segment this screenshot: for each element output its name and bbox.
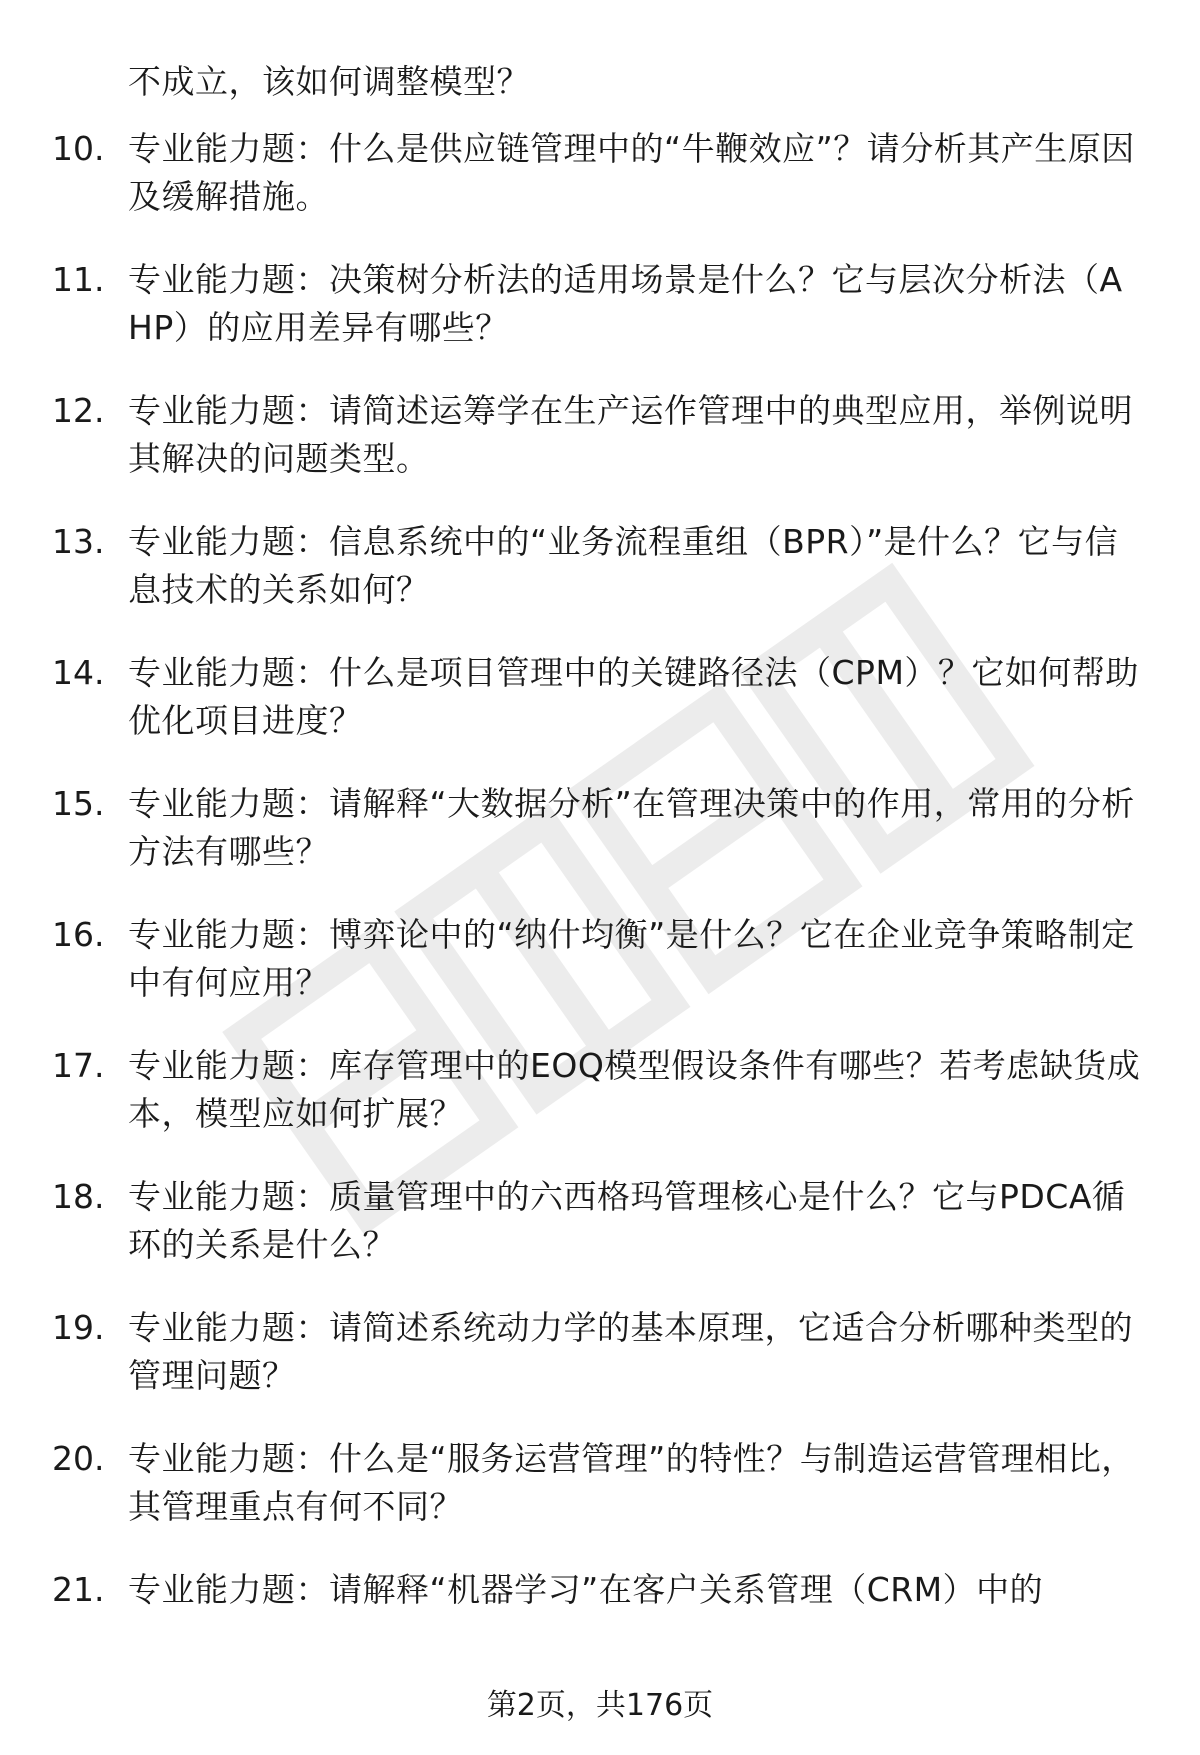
question-text: 专业能力题：请简述运筹学在生产运作管理中的典型应用，举例说明其解决的问题类型。 xyxy=(128,391,1133,478)
question-number: 12. xyxy=(52,391,105,430)
question-text: 专业能力题：请解释“机器学习”在客户关系管理（CRM）中的 xyxy=(128,1570,1044,1609)
question-number: 18. xyxy=(52,1177,105,1216)
question-number: 19. xyxy=(52,1308,105,1347)
question-number: 13. xyxy=(52,522,105,561)
list-item xyxy=(0,256,1200,387)
list-item xyxy=(0,387,1200,518)
question-text: 专业能力题：质量管理中的六西格玛管理核心是什么？它与PDCA循环的关系是什么？ xyxy=(128,1177,1126,1264)
list-item xyxy=(0,1435,1200,1566)
question-text: 专业能力题：博弈论中的“纳什均衡”是什么？它在企业竞争策略制定中有何应用？ xyxy=(128,915,1135,1002)
question-text: 专业能力题：决策树分析法的适用场景是什么？它与层次分析法（AHP）的应用差异有哪些？ xyxy=(128,260,1123,347)
continuation-text: 不成立，该如何调整模型？ xyxy=(128,62,530,101)
list-item xyxy=(0,780,1200,911)
question-text: 专业能力题：什么是“服务运营管理”的特性？与制造运营管理相比，其管理重点有何不同？ xyxy=(128,1439,1135,1526)
list-item xyxy=(0,1042,1200,1173)
list-item xyxy=(0,911,1200,1042)
list-item xyxy=(0,1304,1200,1435)
list-item xyxy=(0,125,1200,256)
question-list xyxy=(0,125,1200,1697)
list-item xyxy=(0,649,1200,780)
question-number: 11. xyxy=(52,260,105,299)
question-number: 15. xyxy=(52,784,105,823)
question-text: 专业能力题：库存管理中的EOQ模型假设条件有哪些？若考虑缺货成本，模型应如何扩展？ xyxy=(128,1046,1141,1133)
question-text: 专业能力题：什么是项目管理中的关键路径法（CPM）？它如何帮助优化项目进度？ xyxy=(128,653,1139,740)
question-text: 专业能力题：信息系统中的“业务流程重组（BPR）”是什么？它与信息技术的关系如何？ xyxy=(128,522,1119,609)
question-text: 专业能力题：什么是供应链管理中的“牛鞭效应”？请分析其产生原因及缓解措施。 xyxy=(128,129,1135,216)
list-item xyxy=(0,1566,1200,1697)
question-number: 17. xyxy=(52,1046,105,1085)
question-number: 10. xyxy=(52,129,105,168)
question-text: 专业能力题：请简述系统动力学的基本原理，它适合分析哪种类型的管理问题？ xyxy=(128,1308,1133,1395)
question-number: 20. xyxy=(52,1439,105,1478)
question-number: 14. xyxy=(52,653,105,692)
page-footer: 第2页，共176页 xyxy=(486,1688,714,1723)
list-item xyxy=(0,518,1200,649)
question-text: 专业能力题：请解释“大数据分析”在管理决策中的作用，常用的分析方法有哪些？ xyxy=(128,784,1135,871)
question-number: 16. xyxy=(52,915,105,954)
list-item xyxy=(0,1173,1200,1304)
question-number: 21. xyxy=(52,1570,105,1609)
